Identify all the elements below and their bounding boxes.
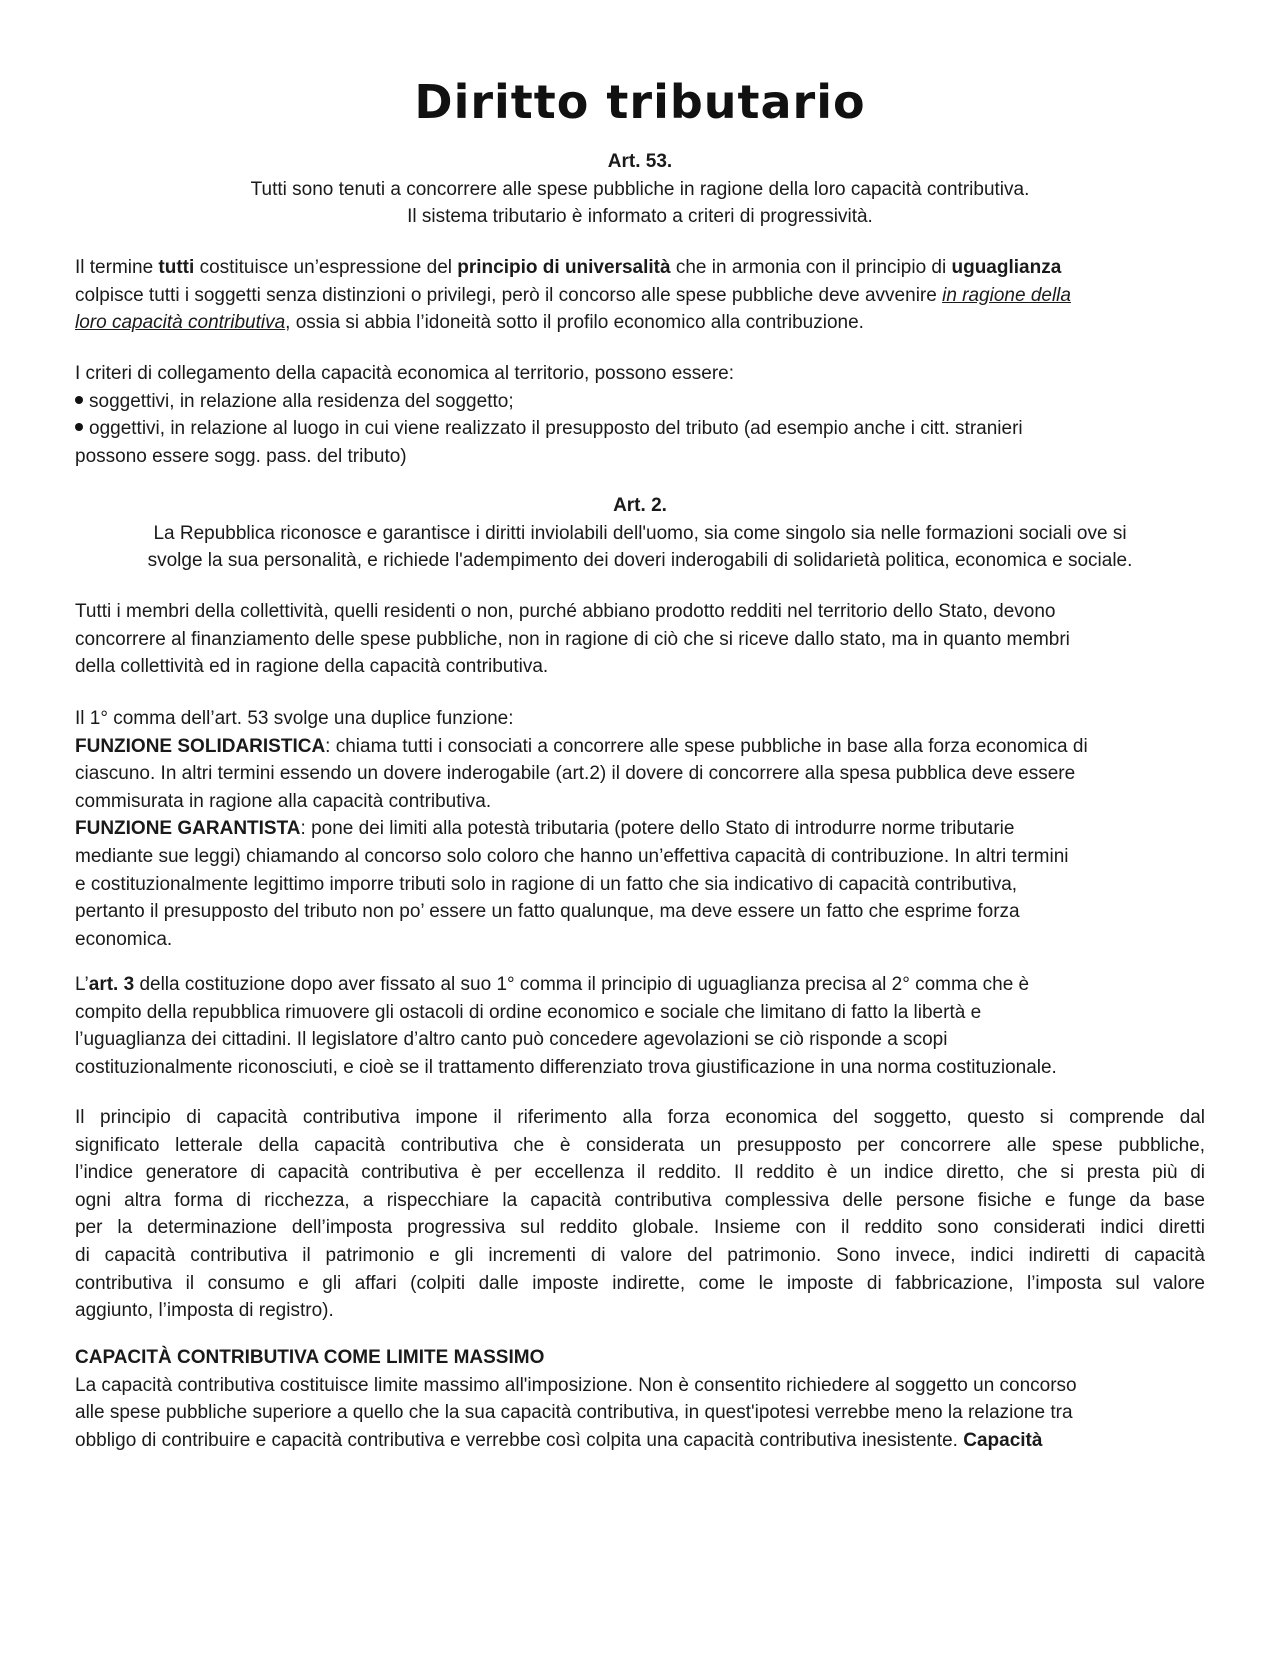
art2-section bbox=[75, 492, 1205, 575]
criteria-item2-continuation: possono essere sogg. pass. del tributo) bbox=[75, 445, 407, 467]
limit-section bbox=[75, 1344, 1205, 1454]
art3-text-1: L’ bbox=[75, 974, 89, 995]
para1-text-3: che in armonia con il principio di bbox=[670, 257, 952, 278]
collectivity-paragraph bbox=[75, 598, 1205, 681]
para1-text-4: colpisce tutti i soggetti senza distinzioni o privilegi, però il concorso alle spese pubbliche deve avvenire bbox=[75, 284, 943, 306]
bullet-icon bbox=[75, 396, 83, 404]
art53-section bbox=[75, 148, 1205, 231]
para2-line1: Tutti i membri della collettività, quelli residenti o non, purché abbiano prodotto redditi nel territorio dello Stato, devono bbox=[75, 601, 1056, 622]
para3-line6: di capacità contributiva il patrimonio e gli incrementi di valore del patrimonio. Sono invece, indici indiretti di capacità bbox=[75, 1244, 1205, 1266]
functions-section bbox=[75, 705, 1205, 953]
para3-line3: l’indice generatore di capacità contributiva è per eccellenza il reddito. Il reddito è un indice diretto, che si presta più di bbox=[75, 1162, 1205, 1184]
para1-bold-universality: principio di universalità bbox=[457, 257, 671, 278]
limit-line1: La capacità contributiva costituisce limite massimo all'imposizione. Non è consentito richiedere al soggetto un concorso bbox=[75, 1374, 1077, 1396]
art53-line1: Tutti sono tenuti a concorrere alle spese pubbliche in ragione della loro capacità contributiva. bbox=[250, 178, 1030, 200]
limit-line2: alle spese pubbliche superiore a quello che la sua capacità contributiva, in quest'ipotesi verrebbe meno la relazione tra bbox=[75, 1402, 1073, 1424]
limit-heading: CAPACITÀ CONTRIBUTIVA COME LIMITE MASSIMO bbox=[75, 1347, 545, 1368]
art3-text-2: della costituzione dopo aver fissato al suo 1° comma il principio di uguaglianza precisa al 2° comma che è bbox=[134, 974, 1030, 995]
art2-line1: La Repubblica riconosce e garantisce i diritti inviolabili dell'uomo, sia come singolo sia nelle formazioni sociali ove si bbox=[153, 522, 1127, 544]
document-title: Diritto tributario bbox=[414, 75, 866, 129]
para3-line8: aggiunto, l’imposta di registro). bbox=[75, 1300, 334, 1322]
criteria-item1-text: soggettivi, in relazione alla residenza del soggetto; bbox=[89, 390, 514, 412]
criteria-item-objective bbox=[75, 415, 1205, 443]
limit-line3: obbligo di contribuire e capacità contributiva e verrebbe così colpita una capacità contributiva inesistente. bbox=[75, 1429, 964, 1451]
guarantee-line4: pertanto il presupposto del tributo non po’ essere un fatto qualunque, ma deve essere un fatto che esprime forza bbox=[75, 901, 1020, 923]
criteria-intro: I criteri di collegamento della capacità economica al territorio, possono essere: bbox=[75, 363, 734, 384]
guarantee-line2: mediante sue leggi) chiamando al concorso solo coloro che hanno un’effettiva capacità di contribuzione. In altri termini bbox=[75, 845, 1069, 867]
guarantee-line1: : pone dei limiti alla potestà tributaria (potere dello Stato di introdurre norme tributarie bbox=[300, 818, 1015, 840]
solidaristic-function-label: FUNZIONE SOLIDARISTICA bbox=[75, 735, 326, 757]
guarantee-line3: e costituzionalmente legittimo imporre tributi solo in ragione di un fatto che sia indicativo di capacità contributiva, bbox=[75, 873, 1018, 895]
solidaristic-line1: : chiama tutti i consociati a concorrere alle spese pubbliche in base alla forza economica di bbox=[325, 735, 1088, 757]
criteria-section bbox=[75, 360, 1205, 470]
art2-heading: Art. 2. bbox=[613, 495, 667, 516]
universality-paragraph bbox=[75, 254, 1205, 337]
solidaristic-line3: commisurata in ragione alla capacità contributiva. bbox=[75, 790, 492, 812]
para1-underline-1: in ragione della bbox=[942, 284, 1071, 306]
limit-line3-bold: Capacità bbox=[963, 1429, 1043, 1451]
art3-line2: compito della repubblica rimuovere gli ostacoli di ordine economico e sociale che limitano di fatto la libertà e bbox=[75, 1001, 982, 1023]
para1-bold-tutti: tutti bbox=[158, 257, 195, 278]
criteria-item-subjective bbox=[75, 388, 1205, 416]
criteria-item2-text: oggettivi, in relazione al luogo in cui viene realizzato il presupposto del tributo (ad esempio anche i citt. stranieri bbox=[89, 418, 1023, 440]
para1-underline-2: loro capacità contributiva bbox=[75, 312, 286, 334]
art2-line2: svolge la sua personalità, e richiede l'adempimento dei doveri inderogabili di solidarietà politica, economica e sociale. bbox=[147, 550, 1133, 572]
para1-text-1: Il termine bbox=[75, 257, 159, 278]
art3-line4: costituzionalmente riconosciuti, e cioè se il trattamento differenziato trova giustificazione in una norma costituzionale. bbox=[75, 1056, 1057, 1078]
ability-to-pay-paragraph bbox=[75, 1104, 1205, 1325]
para3-line7: contributiva il consumo e gli affari (colpiti dalle imposte indirette, come le imposte di fabbricazione, l’imposta sul valore bbox=[75, 1272, 1205, 1294]
art53-line2: Il sistema tributario è informato a criteri di progressività. bbox=[407, 206, 873, 228]
para3-line5: per la determinazione dell’imposta progressiva sul reddito globale. Insieme con il reddito sono considerati indici diretti bbox=[75, 1217, 1205, 1239]
para3-line1: Il principio di capacità contributiva impone il riferimento alla forza economica del soggetto, questo si comprende dal bbox=[75, 1107, 1205, 1128]
art3-bold: art. 3 bbox=[88, 974, 135, 995]
para2-line3: della collettività ed in ragione della capacità contributiva. bbox=[75, 656, 549, 678]
bullet-icon bbox=[75, 423, 83, 431]
para1-bold-equality: uguaglianza bbox=[951, 257, 1062, 278]
para1-text-2: costituisce un’espressione del bbox=[194, 257, 458, 278]
art53-heading: Art. 53. bbox=[607, 151, 673, 172]
art3-paragraph bbox=[75, 971, 1205, 1081]
solidaristic-line2: ciascuno. In altri termini essendo un dovere inderogabile (art.2) il dovere di concorrere alla spesa pubblica deve essere bbox=[75, 763, 1076, 785]
art3-line3: l’uguaglianza dei cittadini. Il legislatore d’altro canto può concedere agevolazioni se ciò risponde a scopi bbox=[75, 1029, 948, 1051]
guarantee-function-label: FUNZIONE GARANTISTA bbox=[75, 818, 301, 840]
guarantee-line5: economica. bbox=[75, 928, 173, 950]
functions-intro: Il 1° comma dell’art. 53 svolge una duplice funzione: bbox=[75, 708, 514, 729]
para2-line2: concorrere al finanziamento delle spese pubbliche, non in ragione di ciò che si riceve dallo stato, ma in quanto membri bbox=[75, 628, 1070, 650]
para3-line2: significato letterale della capacità contributiva che è considerata un presupposto per concorrere alle spese pubbliche, bbox=[75, 1134, 1205, 1156]
para3-line4: ogni altra forma di ricchezza, a rispecchiare la capacità contributiva complessiva delle persone fisiche e funge da base bbox=[75, 1189, 1205, 1211]
para1-text-5: , ossia si abbia l’idoneità sotto il profilo economico alla contribuzione. bbox=[285, 312, 864, 334]
